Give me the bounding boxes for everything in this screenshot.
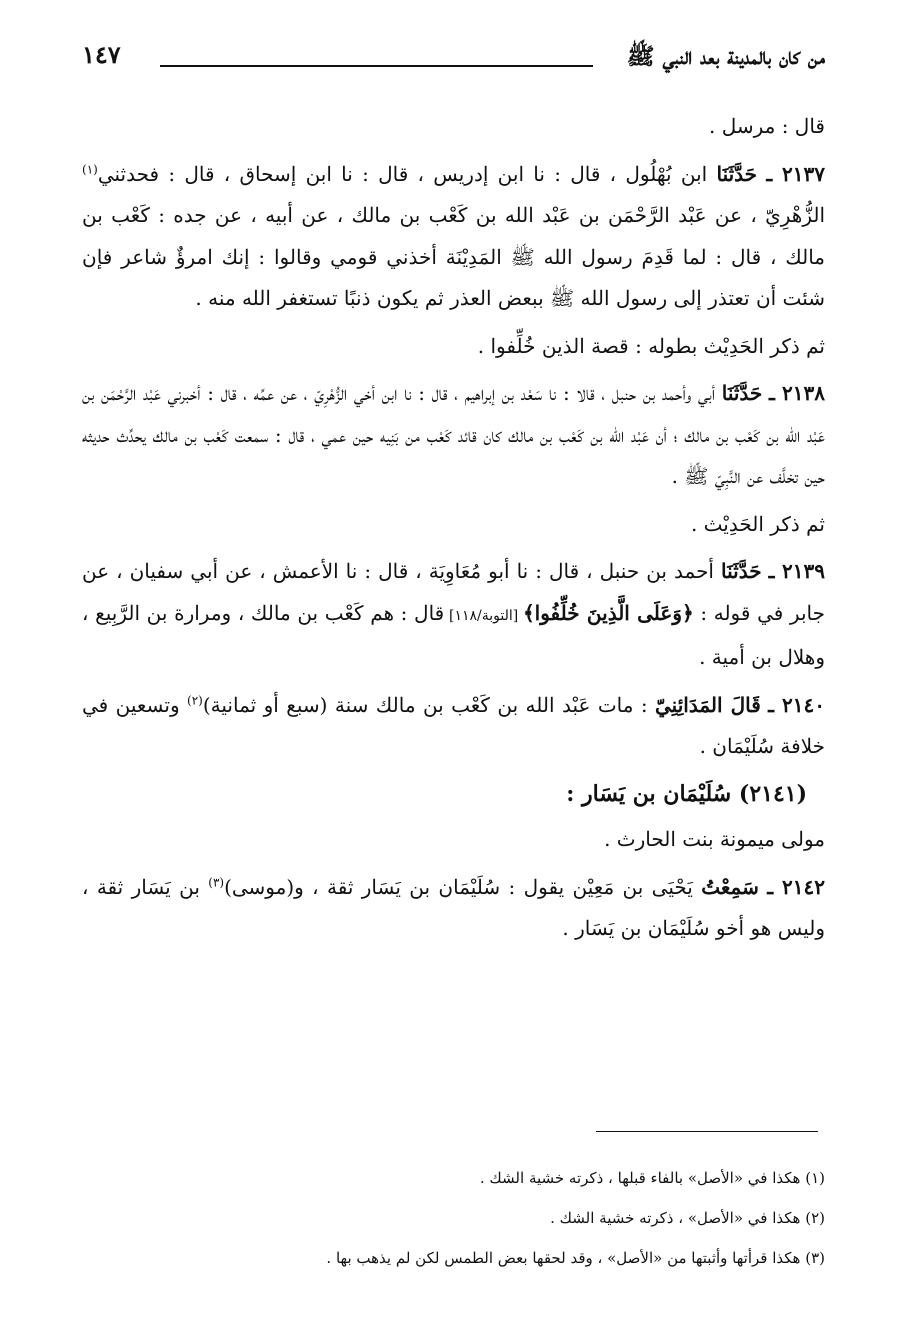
hadith-text: قال : هم كَعْب بن مالك ، ومرارة بن الرَّبِيع ، وهلال بن أمية . xyxy=(82,600,825,669)
hadith-text: وتسعين في خلافة سُلَيْمَان . xyxy=(82,692,825,758)
hadith-2137 xyxy=(82,154,825,320)
paragraph-7: مولى ميمونة بنت الحارث . xyxy=(604,827,825,851)
hadith-text: : مات عَبْد الله بن كَعْب بن مالك سنة (سبع أو ثمانية) xyxy=(202,692,656,717)
hadith-text: ابن بُهْلُول ، قال : نا ابن إدريس ، قال : نا ابن إسحاق ، قال : فحدثني xyxy=(97,161,717,186)
hadith-2139 xyxy=(82,551,825,679)
footnote-marker-3: (٣) xyxy=(208,874,225,889)
footnote-3: (٣) هكذا قرأتها وأثبتها من «الأصل» ، وقد لحقها بعض الطمس لكن لم يذهب بها . xyxy=(326,1249,825,1267)
hadith-number: ٢١٣٨ ـ xyxy=(768,381,826,405)
hadith-number: ٢١٣٧ ـ xyxy=(766,161,826,186)
hadith-text: بن يَسَار ثقة ، وليس هو أخو سُلَيْمَان بن يَسَار . xyxy=(82,874,825,940)
footnotes xyxy=(82,1162,825,1282)
paragraph-4: ثم ذكر الحَدِيْث . xyxy=(690,511,825,536)
paragraph-2: ثم ذكر الحَدِيْث بطوله : قصة الذين خُلِّفوا . xyxy=(477,333,825,358)
page-number: ١٤٧ xyxy=(82,40,121,69)
paragraph-0: قال : مرسل . xyxy=(708,114,825,138)
entry-heading: (٢١٤١) سُلَيْمَان بن يَسَار : xyxy=(566,780,807,807)
quran-reference: [التوبة/١١٨] xyxy=(444,607,523,624)
hadith-number: ٢١٤٢ ـ xyxy=(767,874,825,899)
hadith-lead-word: حَدَّثَنَا xyxy=(721,381,763,405)
footnote-2: (٢) هكذا في «الأصل» ، ذكرته خشية الشك . xyxy=(550,1209,825,1227)
hadith-text: يَحْيَى بن مَعِيْن يقول : سُلَيْمَان بن يَسَار ثقة ، و(موسى) xyxy=(224,874,702,899)
running-title: من كان بالمدينة بعد النبي ﷺ xyxy=(626,43,825,70)
hadith-lead-word: حَدَّثَنَا xyxy=(721,559,762,583)
header-rule xyxy=(160,65,593,67)
hadith-lead-word: قَالَ المَدَائِنِيّ xyxy=(655,692,761,717)
footnote-marker-1: (١) xyxy=(82,161,98,176)
hadith-text: أبي وأحمد بن حنبل ، قالا : نا سَعْد بن إبراهيم ، قال : نا ابن أخي الزُّهْرِيّ ، عن عمِّه ، قال : أخبرني عَبْد الرَّحْمَن بن عَبْد الله بن كَعْب بن مالك ؛ أن عَبْد الله بن كَعْب بن مالك كان قائد كَعْب من بَنِيه حين عمي ، قال : سمعت كَعْب بن مالك يحدِّث حديثه حين تخلَّف عن النَّبِيّ ﷺ . xyxy=(82,381,825,488)
main-text xyxy=(82,106,825,956)
hadith-text: أحمد بن حنبل ، قال : نا أبو مُعَاوِيَة ، قال : نا الأعمش ، عن أبي سفيان ، عن جابر في قوله : xyxy=(82,559,825,625)
hadith-2138 xyxy=(82,373,825,498)
footnote-separator xyxy=(596,1131,818,1132)
hadith-lead-word: سَمِعْتُ xyxy=(701,874,759,899)
hadith-number: ٢١٣٩ ـ xyxy=(768,559,826,583)
hadith-2142 xyxy=(82,867,825,950)
footnote-1: (١) هكذا في «الأصل» بالفاء قبلها ، ذكرته خشية الشك . xyxy=(479,1169,825,1187)
footnote-marker-2: (٢) xyxy=(187,692,203,707)
hadith-lead-word: حَدَّثَنَا xyxy=(716,161,758,186)
hadith-2140 xyxy=(82,685,825,768)
quran-quote: ﴿وَعَلَى الَّذِينَ خُلِّفُوا﴾ xyxy=(522,600,694,625)
page-header xyxy=(82,38,825,80)
hadith-text: الزُّهْرِيّ ، عن عَبْد الرَّحْمَن بن عَبْد الله بن كَعْب بن مالك ، عن أبيه ، عن جده : كَعْب بن مالك ، قال : لما قَدِمَ رسول الله ﷺ المَدِيْنَة أخذني قومي وقالوا : إنك امرؤٌ شاعر فإن شئت أن تعتذر إلى رسول الله ﷺ ببعض العذر ثم يكون ذنبًا تستغفر الله منه . xyxy=(82,203,825,310)
hadith-number: ٢١٤٠ ـ xyxy=(768,692,826,717)
